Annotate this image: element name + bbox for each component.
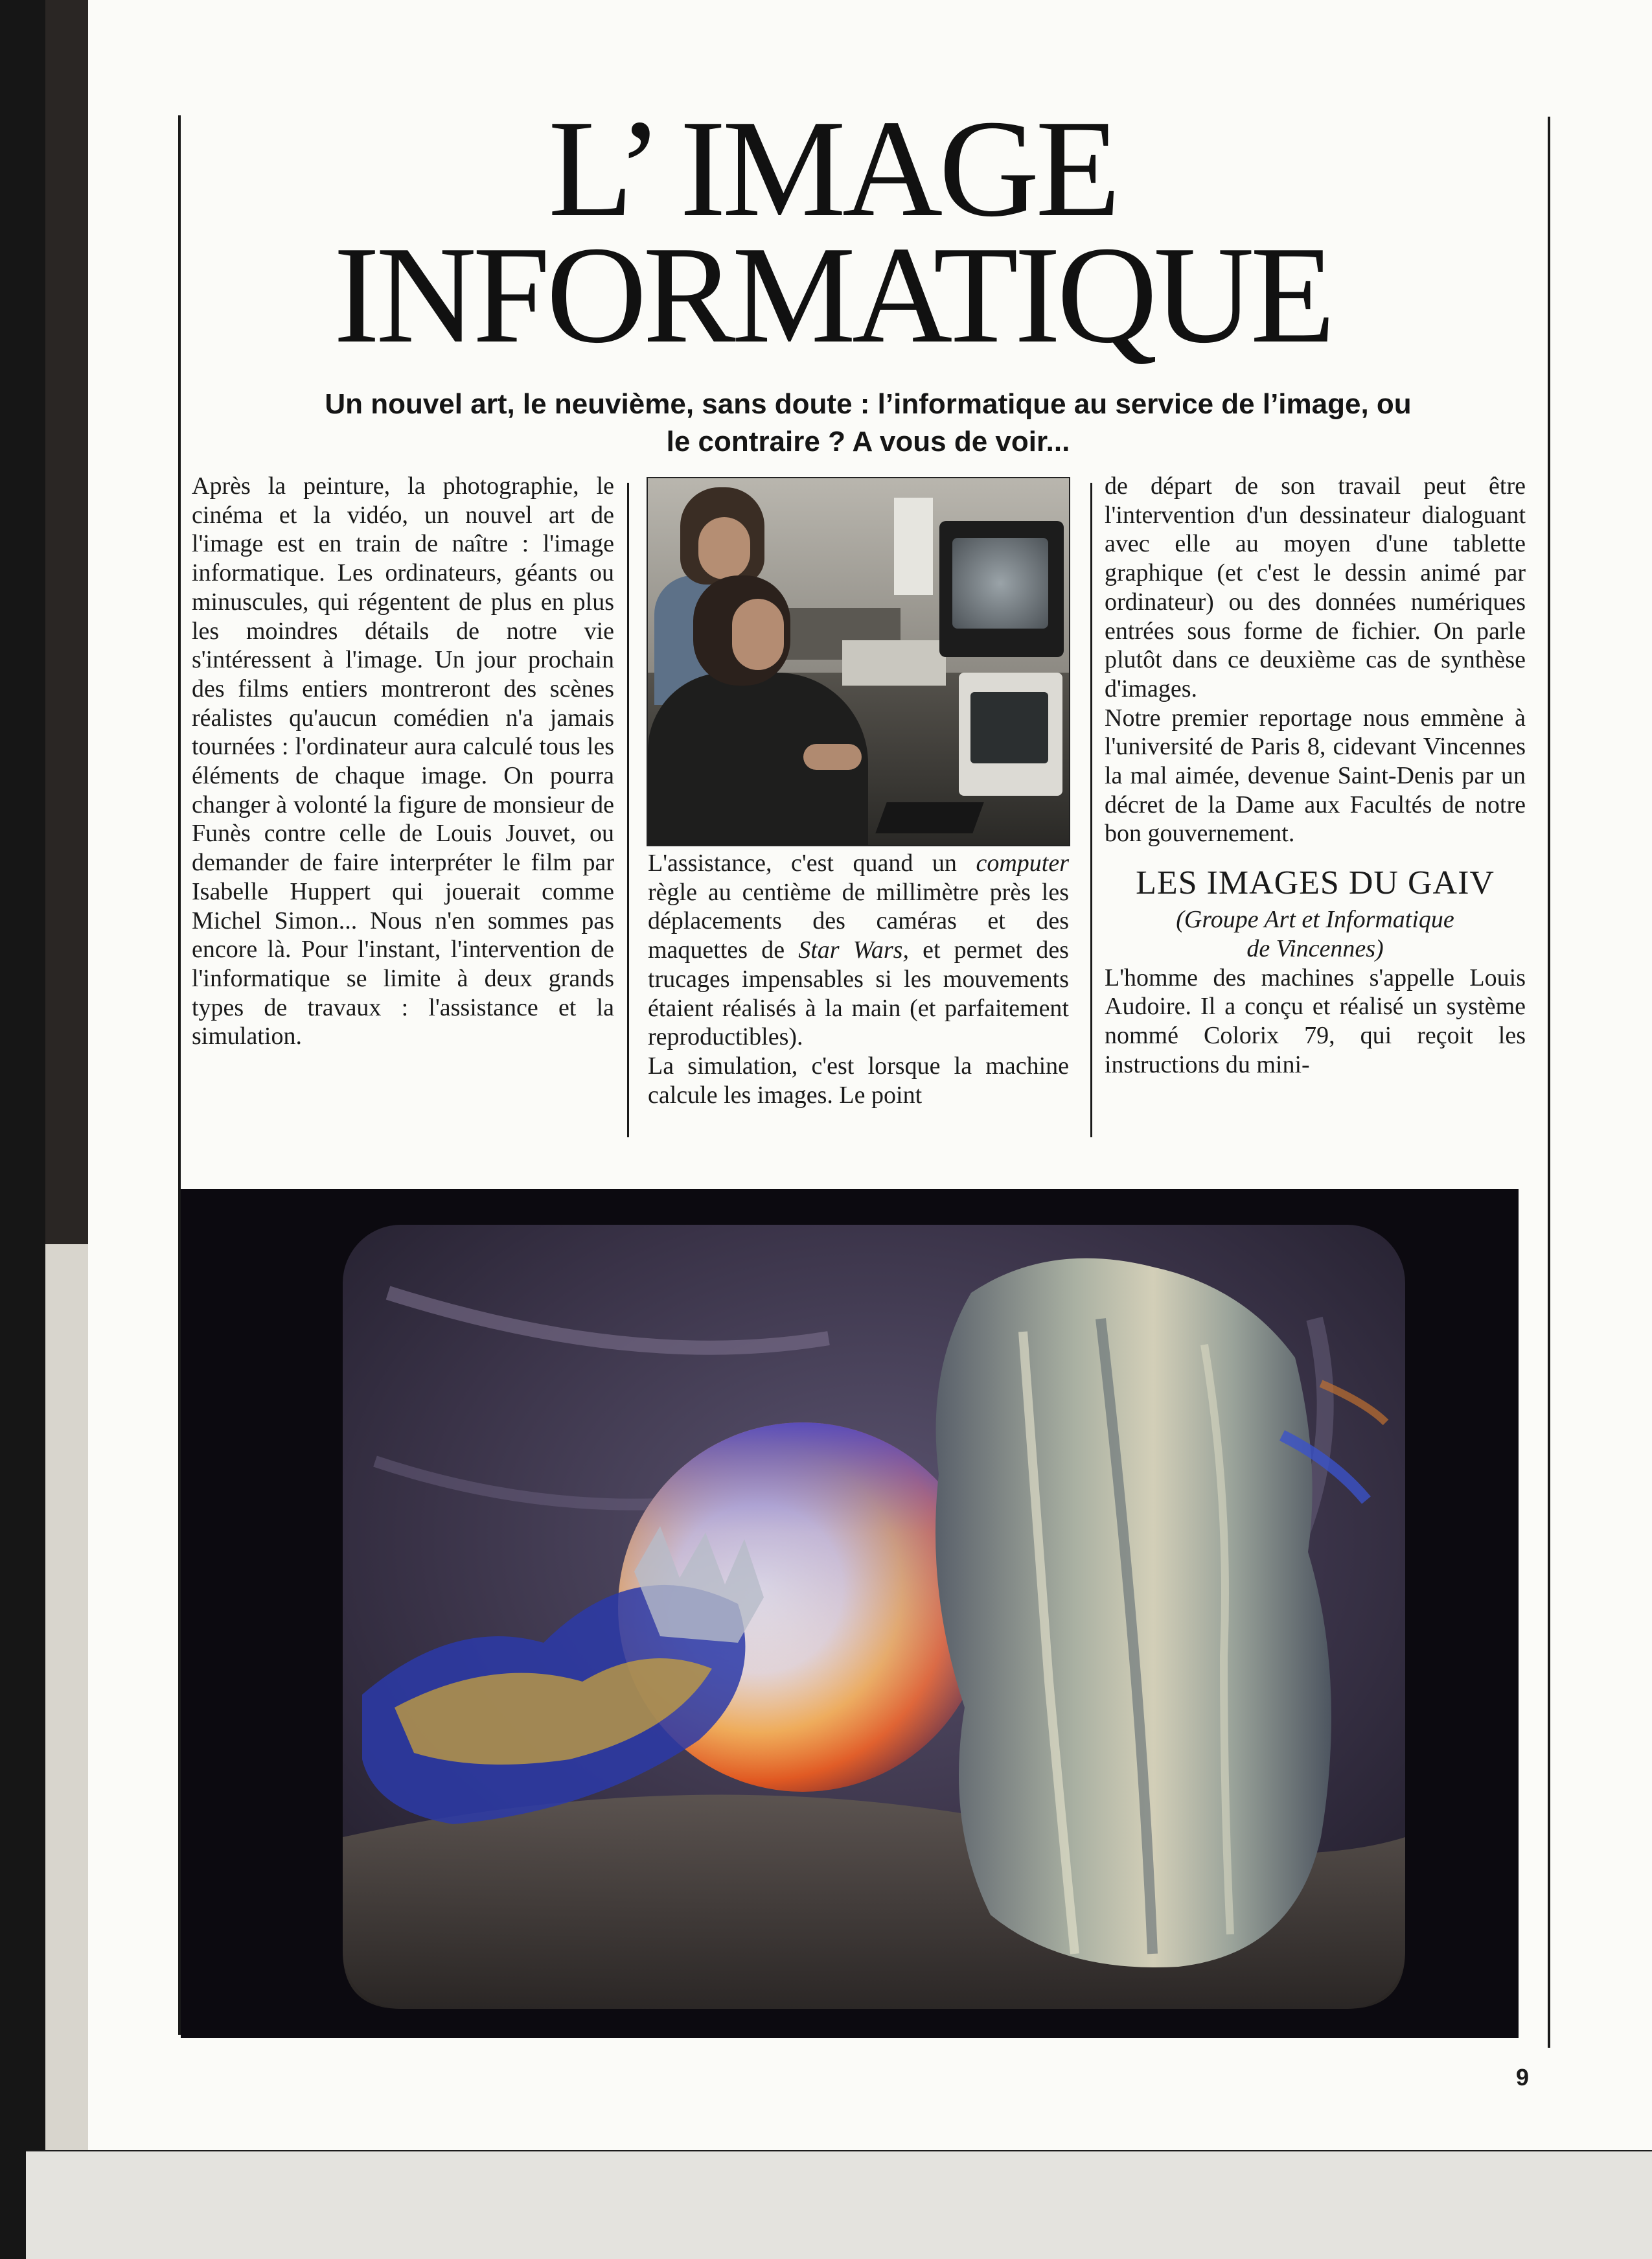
subtitle-line-1: Un nouvel art, le neuvième, sans doute : l’informatique au service de l’image, ou: [325, 388, 1412, 420]
article-title-line-1: L’ IMAGE: [548, 91, 1117, 246]
scan-spine-shadow: [0, 0, 45, 2259]
photo-equipment-unit: [842, 640, 946, 686]
photo-computer-lab: [647, 477, 1070, 846]
page-number: 9: [1515, 2064, 1529, 2091]
scan-background: [26, 2151, 1652, 2259]
column-3-paragraph-3: L'homme des machines s'appelle Louis Audoire. Il a conçu et réalisé un système nommé Colorix 79, qui reçoit les instructions du mini-: [1105, 964, 1526, 1078]
column-2-paragraph-1: [648, 849, 1069, 1052]
computer-italic: computer: [976, 850, 1069, 877]
article-subtitle: [285, 386, 1451, 461]
photo-standing-man-face: [698, 517, 750, 579]
section-subheading: [1105, 905, 1526, 963]
text-column-1: [192, 472, 614, 1051]
photo-tv-monitor: [939, 521, 1064, 657]
photo-hand-on-tablet: [803, 744, 862, 770]
column-divider-2: [1090, 483, 1092, 1137]
subtitle-line-2: le contraire ? A vous de voir...: [666, 426, 1070, 458]
photo-terminal-screen: [970, 692, 1048, 763]
computer-art-image: [181, 1189, 1519, 2038]
section-subheading-line-2: de Vincennes): [1246, 934, 1384, 962]
section-subheading-line-1: (Groupe Art et Informatique: [1176, 906, 1454, 934]
assistance-text-start: L'assistance, c'est quand un: [648, 850, 976, 877]
column-3-paragraph-1: de départ de son travail peut être l'intervention d'un dessinateur dialoguant avec elle au moyen d'une tablette graphique (et c'est le dessin animé par ordinateur) ou des données numériques entrées sous forme de fichier. On parle plutôt dans ce deuxième cas de synthèse d'images.: [1105, 472, 1526, 702]
star-wars-italic: Star Wars,: [798, 936, 909, 964]
section-heading: LES IMAGES DU GAIV: [1136, 864, 1495, 902]
scan-binding-edge-light: [45, 1244, 88, 2151]
column-divider-1: [627, 483, 629, 1137]
assistance-text-end: et permet des trucages impensables si les mouvements étaient réalisés à la main (et parfaitement reproductibles).: [648, 936, 1069, 1051]
photo-tv-screen: [952, 538, 1048, 629]
photo-computer-terminal: [959, 673, 1062, 796]
text-column-2: [648, 849, 1069, 1109]
photo-keyboard: [875, 802, 983, 833]
photo-wall-panel: [894, 498, 933, 595]
column-3-paragraph-2: Notre premier reportage nous emmène à l'université de Paris 8, cidevant Vincennes la mal aimée, devenue Saint-Denis par un décret de la Dame aux Facultés de notre bon gouvernement.: [1105, 704, 1526, 848]
column-1-paragraph: Après la peinture, la photographie, le cinéma et la vidéo, un nouvel art de l'image est en train de naître : l'image informatique. Les ordinateurs, géants ou minuscules, qui régentent de plus en plus les moindres détails de notre vie s'intéressent à l'image. Un jour prochain des films entiers montreront des scènes réalistes qu'aucun comédien n'a jamais tournées : l'ordinateur aura calculé tous les éléments de chaque image. On pourra changer à volonté la figure de monsieur de Funès contre celle de Louis Jouvet, ou demander de faire interpréter le film par Isabelle Huppert qui jouerait comme Michel Simon... Nous n'en sommes pas encore là. Pour l'instant, l'intervention de l'informatique se limite à deux grands types de travaux : l'assistance et la simulation.: [192, 472, 614, 1050]
computer-art-screen-graphic: [181, 1189, 1519, 2038]
article-title-line-2: INFORMATIQUE: [333, 217, 1332, 372]
text-column-3: [1105, 472, 1526, 1079]
scan-binding-edge: [45, 0, 88, 1244]
column-2-paragraph-2: La simulation, c'est lorsque la machine calcule les images. Le point: [648, 1052, 1069, 1109]
frame-rule-right: [1548, 117, 1550, 2048]
photo-seated-man-face: [732, 599, 784, 670]
assistance-text-middle: règle au centième de millimètre près les déplacements des caméras et des maquettes de: [648, 878, 1069, 964]
